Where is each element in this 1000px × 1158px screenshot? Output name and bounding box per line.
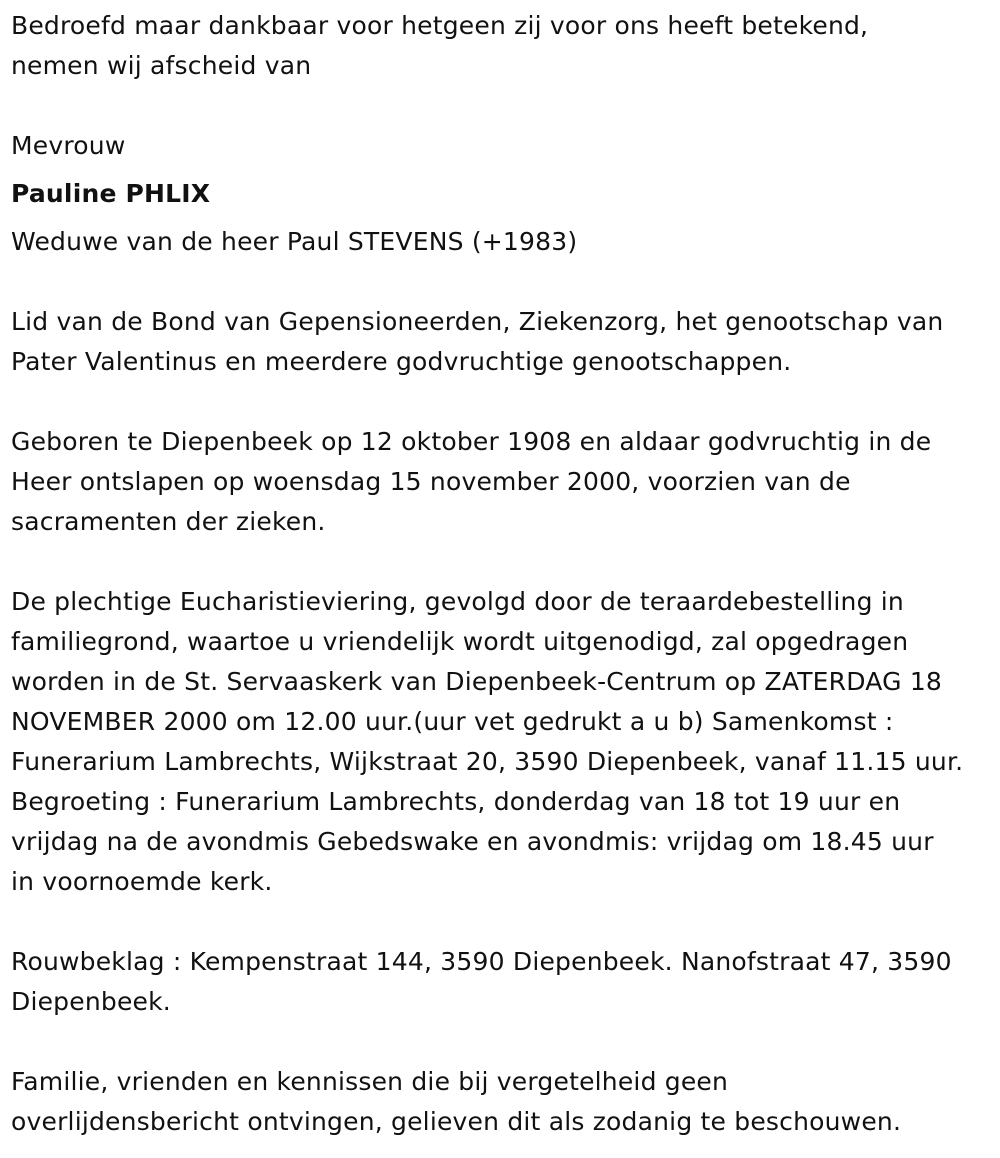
widow-of-text: Weduwe van de heer Paul STEVENS (+1983) <box>11 227 578 256</box>
birth-death-text: Geboren te Diepenbeek op 12 oktober 1908 en aldaar godvruchtig in de Heer ontslapen op woensdag 15 november 2000, voorzien van de sacramenten der zieken. <box>11 427 932 536</box>
obituary-notice <box>11 6 996 1142</box>
membership-text: Lid van de Bond van Gepensioneerden, Ziekenzorg, het genootschap van Pater Valentinus en meerdere godvruchtige genootschappen. <box>11 307 944 376</box>
salutation: Mevrouw <box>11 131 126 160</box>
closing-text: Familie, vrienden en kennissen die bij vergetelheid geen overlijdensbericht ontvingen, gelieven dit als zodanig te beschouwen. <box>11 1067 902 1136</box>
intro-text: Bedroefd maar dankbaar voor hetgeen zij voor ons heeft betekend, nemen wij afscheid van <box>11 11 869 80</box>
ceremony-text: De plechtige Eucharistieviering, gevolgd door de teraardebestelling in familiegrond, waartoe u vriendelijk wordt uitgenodigd, zal opgedragen worden in de St. Servaaskerk van Diepenbeek-Centrum op ZATERDAG 18 NOVEMBER 2000 om 12.00 uur.(uur vet gedrukt a u b) Samenkomst : Funerarium Lambrechts, Wijkstraat 20, 3590 Diepenbeek, vanaf 11.15 uur. Begroeting : Funerarium Lambrechts, donderdag van 18 tot 19 uur en vrijdag na de avondmis Gebedswake en avondmis: vrijdag om 18.45 uur in voornoemde kerk. <box>11 587 964 896</box>
condolences-text: Rouwbeklag : Kempenstraat 144, 3590 Diepenbeek. Nanofstraat 47, 3590 Diepenbeek. <box>11 947 952 1016</box>
deceased-name: Pauline PHLIX <box>11 179 211 208</box>
